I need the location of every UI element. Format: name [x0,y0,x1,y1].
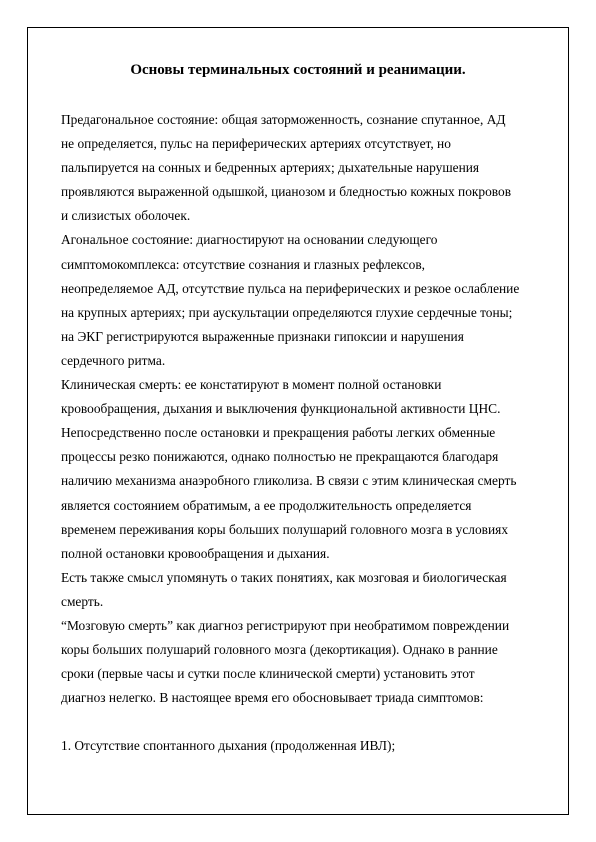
body-line: наличию механизма анаэробного гликолиза. В связи с этим клиническая смерть [61,473,517,489]
body-line: сроки (первые часы и сутки после клинической смерти) установить этот [61,666,475,682]
body-line: не определяется, пульс на периферических артериях отсутствует, но [61,136,451,152]
body-line: временем переживания коры больших полушарий головного мозга в условиях [61,521,509,537]
body-line: неопределяемое АД, отсутствие пульса на периферических и резкое ослабление [61,280,520,296]
body-line: Непосредственно после остановки и прекращения работы легких обменные [61,425,496,441]
body-line: на ЭКГ регистрируются выраженные признаки гипоксии и нарушения [61,328,464,344]
body-line: на крупных артериях; при аускультации определяются глухие сердечные тоны; [61,304,513,320]
body-line: кровообращения, дыхания и выключения функциональной активности ЦНС. [61,401,501,417]
body-line: Есть также смысл упомянуть о таких понятиях, как мозговая и биологическая [61,569,507,585]
body-line: полной остановки кровообращения и дыхания. [61,545,330,561]
list-item: 1. Отсутствие спонтанного дыхания (продолженная ИВЛ); [61,738,396,754]
blank-line [61,710,541,734]
document-body [61,108,541,759]
body-line: коры больших полушарий головного мозга (декортикация). Однако в ранние [61,642,498,658]
body-line: “Мозговую смерть” как диагноз регистрируют при необратимом повреждении [61,617,510,633]
body-line: сердечного ритма. [61,352,166,368]
body-line: и слизистых оболочек. [61,208,191,224]
body-line: процессы резко понижаются, однако полностью не прекращаются благодаря [61,449,499,465]
body-line: Агональное состояние: диагностируют на основании следующего [61,232,438,248]
body-line: симптомокомплекса: отсутствие сознания и глазных рефлексов, [61,256,426,272]
document-title: Основы терминальных состояний и реанимации. [130,62,466,78]
body-line: проявляются выраженной одышкой, цианозом и бледностью кожных покровов [61,184,512,200]
body-line: Клиническая смерть: ее констатируют в момент полной остановки [61,377,442,393]
body-line: является состоянием обратимым, а ее продолжительность определяется [61,497,472,513]
body-line: пальпируется на сонных и бедренных артериях; дыхательные нарушения [61,160,480,176]
body-line: диагноз нелегко. В настоящее время его обосновывает триада симптомов: [61,690,484,706]
body-line: смерть. [61,593,104,609]
body-line: Предагональное состояние: общая заторможенность, сознание спутанное, АД [61,112,506,127]
